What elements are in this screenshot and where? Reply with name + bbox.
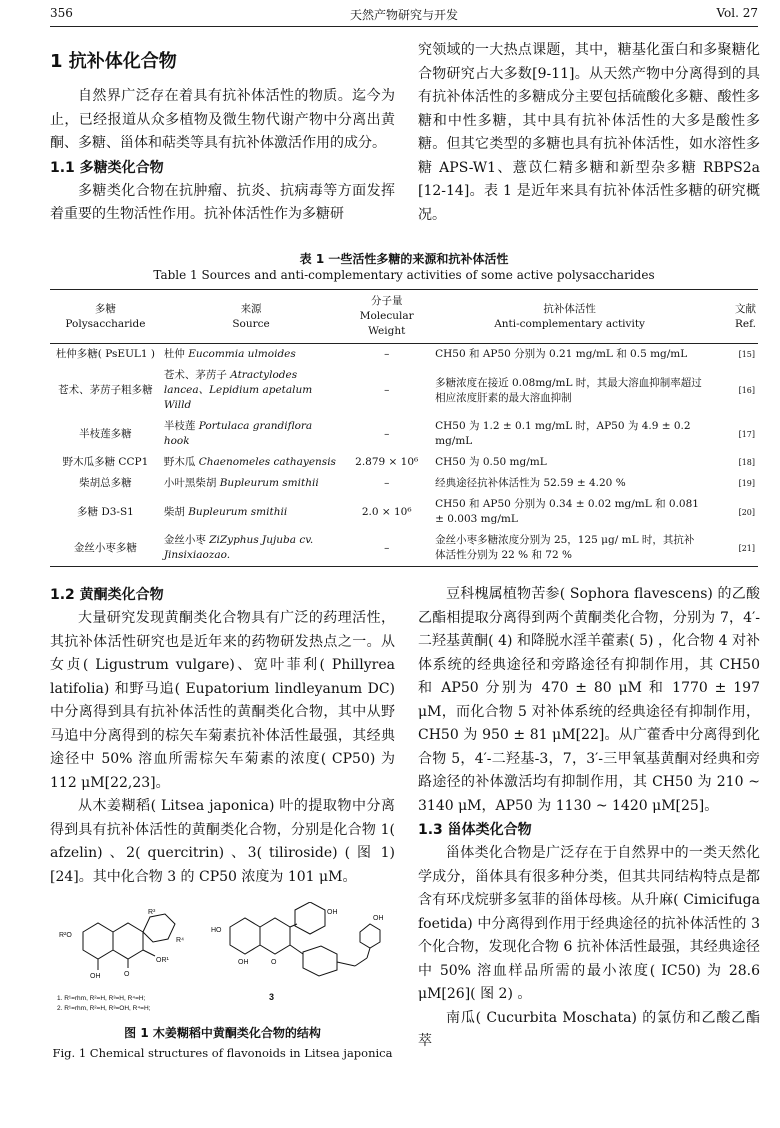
cell-source: 半枝莲 Portulaca grandiflora hook	[163, 420, 313, 447]
cell-activity: 金丝小枣多糖浓度分别为 25，125 μg/ mL 时，其抗补体活性分别为 22 % 和 72 %	[432, 530, 707, 567]
section-1-3-heading: 1.3 甾体类化合物	[418, 822, 532, 838]
table-caption-en: Table 1 Sources and anti-complementary activities of some active polysaccharides	[153, 268, 655, 282]
cell-ref: [21]	[707, 530, 758, 567]
label-oh-1: OH	[90, 973, 101, 980]
col-header-poly: 多糖 Polysaccharide	[50, 290, 161, 344]
legend-compound-2: 2. R¹=rhm, R²=H, R³=OH, R⁴=H;	[57, 1005, 151, 1012]
table-row	[50, 473, 758, 494]
cell-poly: 苍术、茅苈子粗多糖	[58, 384, 153, 396]
label-r3: R³	[148, 909, 156, 916]
ring-b	[143, 914, 175, 942]
ring-a	[83, 923, 113, 959]
cell-ref: [19]	[738, 479, 755, 488]
right-column-bottom	[418, 583, 760, 1054]
table-row	[50, 344, 758, 366]
left-column-top	[50, 45, 395, 227]
cell-ref: [17]	[738, 429, 755, 439]
figure-caption-en: Fig. 1 Chemical structures of flavonoids in Litsea japonica	[52, 1046, 393, 1060]
label-or1: OR¹	[156, 957, 169, 964]
cell-mw: –	[341, 530, 432, 567]
ring-b-3	[295, 902, 325, 934]
label-r4: R⁴	[176, 937, 185, 944]
paragraph-intro: 自然界广泛存在着具有抗补体活性的物质。迄今为止，已经报道从众多植物及微生物代谢产物中分离出黄酮、多糖、甾体和萜类等具有抗补体激活作用的成分。	[50, 88, 395, 151]
page-number: 356	[50, 6, 73, 20]
col-header-source: 来源 Source	[161, 290, 341, 344]
table-1	[50, 289, 758, 567]
cell-poly: 半枝莲多糖	[79, 427, 132, 440]
col-header-activity: 抗补体活性 Anti-complementary activity	[432, 290, 707, 344]
paragraph-polysaccharide: 多糖类化合物在抗肿瘤、抗炎、抗病毒等方面发挥着重要的生物活性作用。抗补体活性作为多糖研	[50, 182, 395, 222]
cinnamoyl-ring	[360, 924, 380, 948]
cell-source: 小叶黑柴胡 Bupleurum smithii	[163, 477, 319, 489]
section-1-1-heading: 1.1 多糖类化合物	[50, 159, 164, 176]
col-header-mw: 分子量 Molecular Weight	[341, 290, 432, 344]
cell-source: 苍术、茅苈子 Atractylodes lancea、Lepidium apetalum Willd	[163, 369, 313, 411]
cell-activity: 经典途径抗补体活性为 52.59 ± 4.20 %	[435, 477, 626, 489]
label-compound-3: 3	[269, 992, 275, 1002]
cell-activity: CH50 为 1.2 ± 0.1 mg/mL 时，AP50 为 4.9 ± 0.2 mg/mL	[435, 420, 691, 447]
cell-poly: 野木瓜多糖 CCP1	[62, 456, 149, 468]
cell-source: 柴胡 Bupleurum smithii	[163, 505, 288, 518]
cell-activity: CH50 为 0.50 mg/mL	[435, 456, 547, 468]
label-oh-3a: OH	[238, 959, 249, 966]
figure-caption-zh: 图 1 木姜糊稻中黄酮类化合物的结构	[124, 1026, 321, 1040]
cell-ref: [18]	[738, 458, 755, 467]
cell-poly: 多糖 D3-S1	[76, 505, 134, 518]
cell-activity: CH50 和 AP50 分别为 0.21 mg/mL 和 0.5 mg/mL	[435, 348, 688, 360]
cell-ref: [20]	[738, 507, 755, 517]
table-row	[50, 530, 758, 567]
legend-compound-1: 1. R¹=rhm, R²=H, R³=H, R⁴=H;	[57, 995, 146, 1002]
cell-activity: 多糖浓度在接近 0.08mg/mL 时，其最大溶血抑制率超过相应浓度肝素的最大溶血抑制	[435, 376, 702, 404]
label-o-1: O	[124, 971, 130, 978]
cell-mw: 2.0 × 10⁶	[361, 505, 412, 518]
cell-mw: –	[384, 477, 390, 489]
ring-c	[113, 923, 143, 959]
sugar-ring	[303, 946, 337, 976]
table-row	[50, 365, 758, 416]
cell-mw: –	[384, 427, 390, 440]
cell-ref: [16]	[738, 386, 755, 395]
table-caption-zh: 表 1 一些活性多糖的来源和抗补体活性	[299, 252, 509, 266]
paragraph-pumpkin: 南瓜( Cucurbita Moschata) 的氯仿和乙酸乙酯萃	[418, 1009, 760, 1049]
table-row	[50, 452, 758, 473]
paragraph-flavonoid-1: 大量研究发现黄酮类化合物具有广泛的药理活性，其抗补体活性研究也是近年来的药物研发热点之一。从女贞( Ligustrum vulgare)、宽叶菲利( Phillyrea latifolia) 和野马追( Eupatorium lindleyanum DC) 中分离得到具有抗补体活性的黄酮类化合物，其中从野马追中分离得到的棕矢车菊素抗补体活性最强，其经典途径中 50% 溶血所需棕矢车菊素的浓度( CP50) 为 112 μM[22,23]。	[50, 610, 395, 791]
table-header-row	[50, 290, 758, 344]
cell-poly: 杜仲多糖( PsEUL1 )	[55, 348, 156, 360]
cell-ref: [15]	[738, 350, 755, 359]
label-oh-3b: OH	[327, 909, 338, 916]
header-rule	[50, 26, 758, 27]
cell-poly: 金丝小枣多糖	[50, 530, 161, 567]
col-header-ref: 文献 Ref.	[707, 290, 758, 344]
section-1-2-heading: 1.2 黄酮类化合物	[50, 587, 164, 603]
cell-poly: 柴胡总多糖	[79, 477, 132, 489]
paragraph-polysaccharide-cont: 究领域的一大热点课题，其中，糖基化蛋白和多聚糖化合物研究占大多数[9-11]。从天然产物中分离得到的具有抗补体活性的多糖成分主要包括硫酸化多糖、酸性多糖和中性多糖，其中具有抗补体活性的大多是酸性多糖。但其它类型的多糖也具有抗补体活性，如水溶性多糖 APS-W1、薏苡仁精多糖和新型杂多糖 RBPS2a [12-14]。表 1 是近年来具有抗补体活性多糖的研究概况。	[418, 42, 760, 223]
cell-mw: 2.879 × 10⁶	[355, 456, 419, 468]
figure-1-structures	[55, 902, 395, 1022]
ring-a-3	[230, 918, 260, 954]
label-ho-3: HO	[211, 927, 222, 934]
ring-c-3	[260, 918, 290, 954]
paragraph-steroid: 甾体类化合物是广泛存在于自然界中的一类天然化学成分，甾体具有很多种分类，但其共同结构特点是都含有环戊烷骈多氢菲的甾体母核。从升麻( Cimicifuga foetida) 中分离得到作用于经典途径的抗补体活性的 3 个化合物，发现化合物 6 抗补体活性最强，其经典途径中 50% 溶血样品所需的最小浓度( IC50) 为 28.6 μM[26]( 图 2) 。	[418, 845, 760, 1002]
label-o-3: O	[271, 959, 277, 966]
journal-name: 天然产物研究与开发	[349, 8, 458, 22]
table-row	[50, 416, 758, 452]
label-r2o: R²O	[59, 932, 72, 939]
cell-source: 金丝小枣 ZiZyphus Jujuba cv. Jinsixiaozao.	[161, 530, 341, 567]
cell-source: 野木瓜 Chaenomeles cathayensis	[163, 456, 336, 468]
left-column-bottom	[50, 583, 395, 889]
page-header	[50, 6, 758, 24]
paragraph-flavonoid-2: 从木姜糊稻( Litsea japonica) 叶的提取物中分离得到具有抗补体活性的黄酮类化合物，分别是化合物 1( afzelin) 、2( quercitrin) 、3( tiliroside) ( 图 1) [24]。其中化合物 3 的 CP50 浓度为 101 μM。	[50, 798, 395, 885]
cell-activity: CH50 和 AP50 分别为 0.34 ± 0.02 mg/mL 和 0.081 ± 0.003 mg/mL	[435, 498, 699, 525]
table-row	[50, 494, 758, 530]
label-oh-3c: OH	[373, 915, 384, 922]
section-1-heading: 1 抗补体化合物	[50, 51, 177, 72]
cell-source: 杜仲 Eucommia ulmoides	[163, 348, 296, 360]
right-column-top	[418, 39, 760, 227]
cell-mw: –	[384, 348, 390, 360]
volume-label: Vol. 27	[716, 6, 758, 20]
paragraph-sophora: 豆科槐属植物苦参( Sophora flavescens) 的乙酸乙酯相提取分离得到两个黄酮类化合物，分别为 7，4′-二羟基黄酮( 4) 和降脱水淫羊藿素( 5) ，化合物 4 对补体系统的经典途径和旁路途径有抑制作用，其 CH50 和 AP50 分别为 470 ± 80 μM 和 1770 ± 197 μM，而化合物 5 对补体系统的经典途径有抑制作用，CH50 为 950 ± 81 μM[22]。从广藿香中分离得到化合物 5，4′-二羟基-3，7，3′-三甲氧基黄酮对经典和旁路途径的补体激活均有抑制作用，其 CH50 为 210 ~ 3140 μM，AP50 为 1130 ~ 1420 μM[25]。	[418, 586, 760, 814]
cell-mw: –	[384, 384, 390, 396]
